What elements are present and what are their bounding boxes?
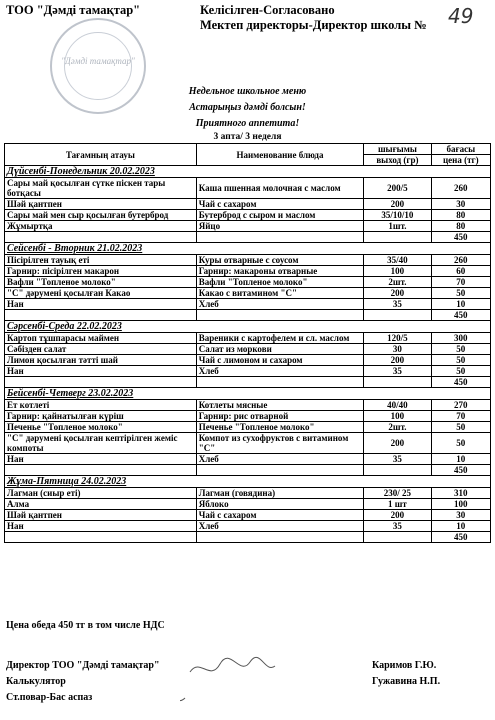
day-total-row: 450	[5, 232, 491, 243]
director-name: Каримов Г.Ю.	[372, 660, 437, 671]
week-label: 3 апта/ 3 неделя	[213, 132, 282, 142]
table-row: Лимон қосылған тәтті шай Чай с лимоном и сахаром 200 50	[5, 355, 491, 366]
table-row: Жұмыртқа Яйцо 1шт. 80	[5, 221, 491, 232]
calculator-name: Гужавина Н.П.	[372, 676, 441, 687]
day-total-row: 450	[5, 532, 491, 543]
table-row: Вафли "Топленое молоко" Вафли "Топленое молоко" 2шт. 70	[5, 277, 491, 288]
calculator-label: Калькулятор	[6, 676, 66, 687]
table-row: Сары май мен сыр қосылған бутерброд Бутерброд с сыром и маслом 35/10/10 80	[5, 210, 491, 221]
table-row: Шәй қантпен Чай с сахаром 200 30	[5, 199, 491, 210]
col-yield-kz: шығымы	[364, 144, 431, 155]
table-row: "С" дәрумені қосылған Какао Какао с витамином "С" 200 50	[5, 288, 491, 299]
director-label: Директор ТОО "Дәмді тамақтар"	[6, 660, 160, 671]
handwritten-school-number: 49	[448, 4, 474, 28]
bon-appetit-kz: Астарыңыз дәмді болсын!	[189, 102, 306, 113]
col-price-kz: бағасы	[431, 144, 490, 155]
school-director-title: Мектеп директоры-Директор школы №	[200, 18, 427, 32]
table-row: Нан Хлеб 35 10	[5, 454, 491, 465]
table-row: Сары май қосылған сүтке піскен тары ботқасы Каша пшенная молочная с маслом 200/5 260	[5, 178, 491, 199]
table-row: Алма Яблоко 1 шт 100	[5, 499, 491, 510]
chef-label: Ст.повар-Бас аспаз	[6, 692, 93, 703]
day-title: Сәрсенбі-Среда 22.02.2023	[5, 321, 491, 333]
table-row: "С" дәрумені қосылған кептірілген жеміс компоты Компот из сухофруктов с витамином "С" 200 50	[5, 433, 491, 454]
table-row: Пісірілген тауық еті Куры отварные с соусом 35/40 260	[5, 255, 491, 266]
col-price-ru: цена (тг)	[431, 155, 490, 166]
col-name-kz: Тағамның атауы	[5, 144, 197, 166]
table-row: Нан Хлеб 35 10	[5, 521, 491, 532]
day-total-row: 450	[5, 310, 491, 321]
director-signature	[190, 657, 275, 672]
stamp-text: "Дәмді тамақтар"	[61, 56, 135, 66]
col-yield-ru: выход (гр)	[364, 155, 431, 166]
table-row: Нан Хлеб 35 10	[5, 299, 491, 310]
table-row: Печенье "Топленое молоко" Печенье "Топленое молоко" 2шт. 50	[5, 422, 491, 433]
approval-block	[200, 3, 427, 33]
menu-table	[4, 143, 491, 543]
table-row: Картоп тұшпарасы маймен Вареники с картофелем и сл. маслом 120/5 300	[5, 333, 491, 344]
chef-signature	[180, 694, 185, 702]
day-title: Бейсенбі-Четверг 23.02.2023	[5, 388, 491, 400]
table-row: Гарнир: пісірілген макарон Гарнир: макароны отварные 100 60	[5, 266, 491, 277]
table-row: Шәй қантпен Чай с сахаром 200 30	[5, 510, 491, 521]
approval-label: Келісілген-Согласовано	[200, 3, 335, 17]
lunch-price-note: Цена обеда 450 тг в том числе НДС	[6, 620, 165, 631]
table-row: Лагман (сиыр еті) Лагман (говядина) 230/ 25 310	[5, 488, 491, 499]
table-row: Ет котлеті Котлеты мясные 40/40 270	[5, 400, 491, 411]
official-stamp	[50, 18, 146, 114]
day-total-row: 450	[5, 465, 491, 476]
table-row: Сәбізден салат Салат из моркови 30 50	[5, 344, 491, 355]
bon-appetit-ru: Приятного аппетита!	[195, 118, 300, 129]
day-total-row: 450	[5, 377, 491, 388]
table-row: Нан Хлеб 35 50	[5, 366, 491, 377]
day-title: Жұма-Пятница 24.02.2023	[5, 476, 491, 488]
organization-name: ТОО "Дәмді тамақтар"	[6, 3, 141, 17]
day-title: Сейсенбі - Вторник 21.02.2023	[5, 243, 491, 255]
table-row: Гарнир: қайнатылған күріш Гарнир: рис отварной 100 70	[5, 411, 491, 422]
signature-scribbles	[180, 652, 280, 712]
weekly-menu-title: Недельное школьное меню	[188, 86, 307, 97]
day-title: Дүйсенбі-Понедельник 20.02.2023	[5, 166, 491, 178]
col-name-ru: Наименование блюда	[196, 144, 363, 166]
